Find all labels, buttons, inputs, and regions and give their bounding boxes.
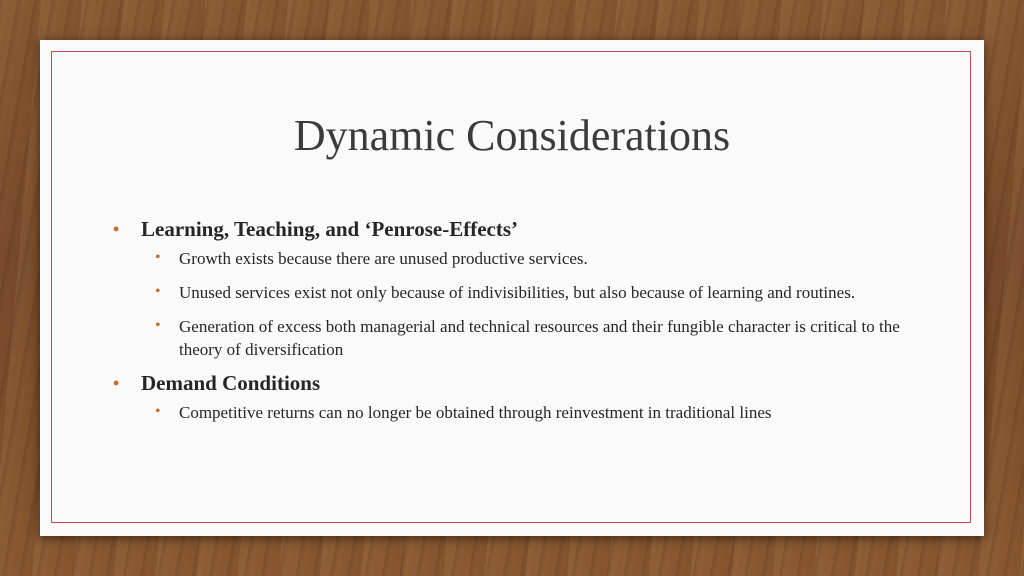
bullet-dot-icon: • xyxy=(155,283,161,300)
bullet-dot-icon: • xyxy=(155,249,161,266)
sub-bullet-item xyxy=(113,401,913,424)
bullet-dot-icon: • xyxy=(113,219,120,239)
sub-bullet-item xyxy=(113,281,913,304)
bullet-heading-demand xyxy=(113,369,913,397)
sub-bullet-text: Unused services exist not only because of indivisibilities, but also because of learning and routines. xyxy=(179,283,856,302)
slide-body xyxy=(113,215,913,435)
section-heading: Demand Conditions xyxy=(141,371,321,395)
bullet-dot-icon: • xyxy=(113,373,120,393)
sub-bullet-text: Competitive returns can no longer be obtained through reinvestment in traditional lines xyxy=(179,403,772,422)
bullet-dot-icon: • xyxy=(155,317,161,334)
bullet-dot-icon: • xyxy=(155,403,161,420)
sub-bullet-text: Generation of excess both managerial and technical resources and their fungible character is critical to the theory of diversification xyxy=(179,317,900,359)
section-heading: Learning, Teaching, and ‘Penrose-Effects’ xyxy=(141,217,519,241)
slide xyxy=(40,40,984,536)
slide-title: Dynamic Considerations xyxy=(293,111,731,160)
bullet-heading-learning xyxy=(113,215,913,243)
sub-bullet-item xyxy=(113,315,913,361)
sub-bullet-text: Growth exists because there are unused productive services. xyxy=(179,249,588,268)
sub-bullet-item xyxy=(113,247,913,270)
